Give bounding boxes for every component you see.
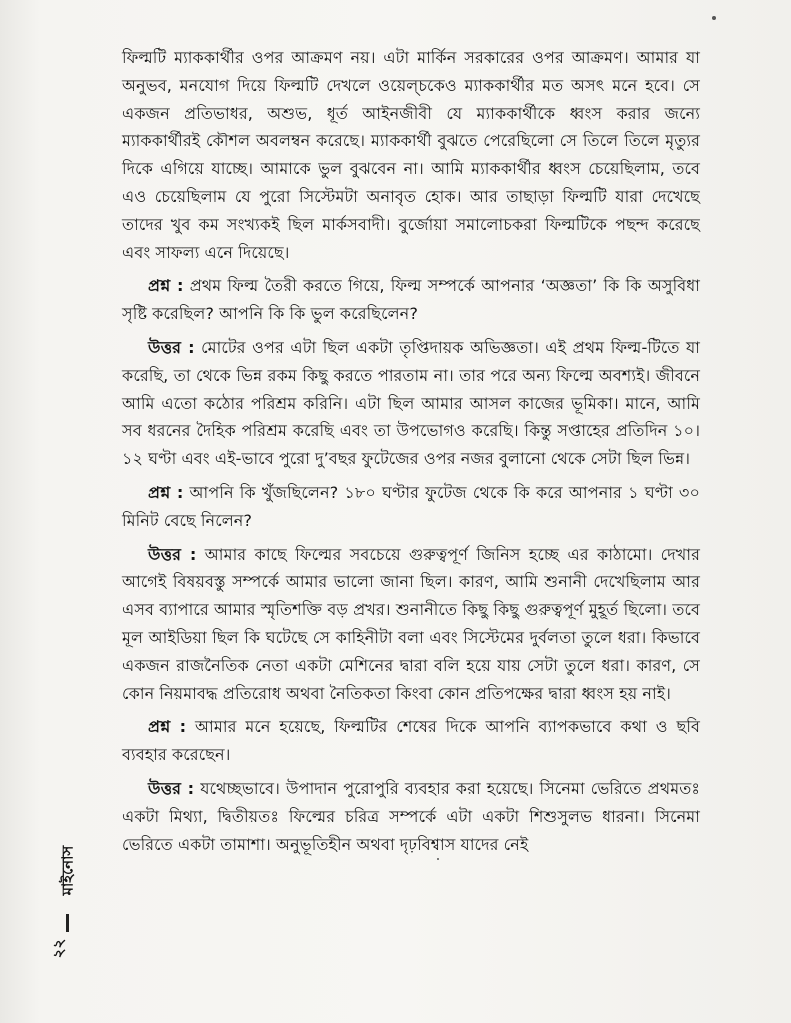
sidebar-divider [66,914,69,932]
page-number: ২২ [49,938,68,959]
paragraph-text: প্রথম ফিল্ম তৈরী করতে গিয়ে, ফিল্ম সম্পর্কে আপনার ‘অজ্ঞতা’ কি কি অসুবিধা সৃষ্টি করেছিল? আপনি কি কি ভুল করেছিলেন? [122,276,700,324]
speaker-label: প্রশ্ন : [148,482,184,502]
paragraph [122,272,700,328]
paragraph-text: ফিল্মটি ম্যাককার্থীর ওপর আক্রমণ নয়। এটা মার্কিন সরকারের ওপর আক্রমণ। আমার যা অনুভব, মনযোগ দিয়ে ফিল্মটি দেখলে ওয়েল্চকেও ম্যাককার্থীর মত অসৎ মনে হবে। সে একজন প্রতিভাধর, অশুভ, ধূর্ত আইনজীবী যে ম্যাককার্থীকে ধ্বংস করার জন্যে ম্যাককার্থীরই কৌশল অবলম্বন করেছে। ম্যাককার্থী বুঝতে পেরেছিলো সে তিলে তিলে মৃত্যুর দিকে এগিয়ে যাচ্ছে। আমাকে ভুল বুঝবেন না। আমি ম্যাককার্থীর ধ্বংস চেয়েছিলাম, তবে এও চেয়েছিলাম যে পুরো সিস্টেমটা অনাবৃত হোক। আর তাছাড়া ফিল্মটি যারা দেখেছে তাদের খুব কম সংখ্যকই ছিল মার্কসবাদী। বুর্জোয়া সমালোচকরা ফিল্মটিকে পছন্দ করেছে এবং সাফল্য এনে দিয়েছে। [122,48,700,262]
paragraph [122,479,700,535]
paragraph-text: আমার মনে হয়েছে, ফিল্মটির শেষের দিকে আপনি ব্যাপকভাবে কথা ও ছবি ব্যবহার করেছেন। [122,717,701,765]
running-title: মাইনোস [58,845,77,896]
page-sidebar [49,828,86,959]
paragraph [122,334,700,473]
paragraph [122,44,700,266]
paragraph-text: মোটের ওপর এটা ছিল একটা তৃপ্তিদায়ক অভিজ্ঞতা। এই প্রথম ফিল্ম-টিতে যা করেছি, তা থেকে ভিন্ন রকম কিছু করতে পারতাম না। তার পরে অন্য ফিল্মে অবশ্যই। জীবনে আমি এতো কঠোর পরিশ্রম করিনি। এটা ছিল আমার আসল কাজের ভূমিকা। মানে, আমি সব ধরনের দৈহিক পরিশ্রম করেছি এবং তা উপভোগও করেছি। কিন্তু সপ্তাহের প্রতিদিন ১০।১২ ঘণ্টা এবং এই-ভাবে পুরো দু’বছর ফুটেজের ওপর নজর বুলানো থেকে সেটা ছিল ভিন্ন। [122,337,700,469]
paragraph-text: আমার কাছে ফিল্মের সবচেয়ে গুরুত্বপূর্ণ জিনিস হচ্ছে এর কাঠামো। দেখার আগেই বিষয়বস্তু সম্পর্কে আমার ভালো জানা ছিল। কারণ, আমি শুনানী দেখেছিলাম আর এসব ব্যাপারে আমার স্মৃতিশক্তি বড় প্রখর। শুনানীতে কিছু কিছু গুরুত্বপূর্ণ মুহূর্ত ছিলো। তবে মূল আইডিয়া ছিল কি ঘটেছে সে কাহিনীটা বলা এবং সিস্টেমের দুর্বলতা তুলে ধরা। কিভাবে একজন রাজনৈতিক নেতা একটা মেশিনের দ্বারা বলি হয়ে যায় সেটা তুলে ধরা। কারণ, সে কোন নিয়মাবদ্ধ প্রতিরোধ অথবা নৈতিকতা কিংবা কোন প্রতিপক্ষের দ্বারা ধ্বংস হয় নাই। [122,544,700,703]
paragraph [122,775,700,858]
page-speck [712,16,716,20]
speaker-label: প্রশ্ন : [148,276,184,296]
paragraph [122,713,700,769]
paragraph [122,541,700,708]
page-speck [437,858,439,860]
speaker-label: উত্তর : [148,778,195,798]
speaker-label: উত্তর : [148,337,195,357]
body-text [122,44,700,864]
paragraph-text: আপনি কি খুঁজছিলেন? ১৮০ ঘণ্টার ফুটেজ থেকে কি করে আপনার ১ ঘণ্টা ৩০ মিনিট বেছে নিলেন? [122,482,700,530]
speaker-label: উত্তর : [148,544,197,564]
paragraph-text: যথেচ্ছভাবে। উপাদান পুরোপুরি ব্যবহার করা হয়েছে। সিনেমা ভেরিতে প্রথমতঃ একটা মিথ্যা, দ্বিতীয়তঃ ফিল্মের চরিত্র সম্পর্কে এটা একটা শিশুসুলভ ধারনা। সিনেমা ভেরিতে একটা তামাশা। অনুভূতিহীন অথবা দৃঢ়বিশ্বাস যাদের নেই [122,778,700,854]
speaker-label: প্রশ্ন : [148,717,187,737]
